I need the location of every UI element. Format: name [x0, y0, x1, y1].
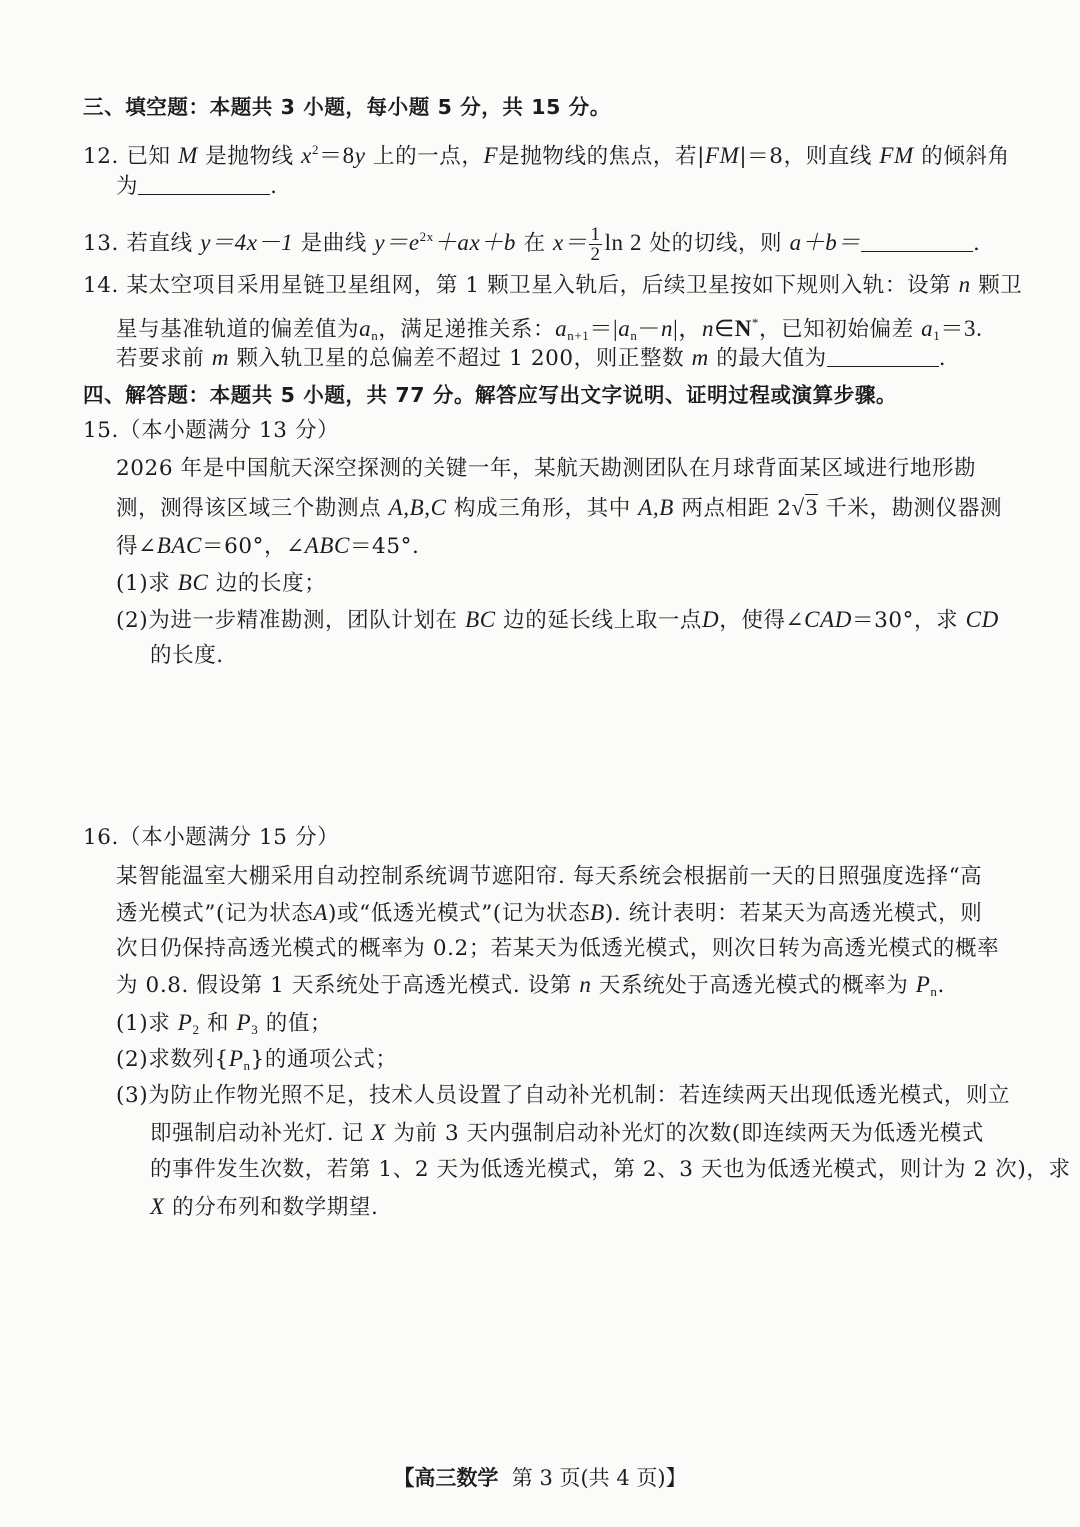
question-number: 13.	[83, 231, 119, 256]
question-16-sub-1	[116, 1008, 332, 1045]
math-var: FM	[879, 143, 914, 168]
question-14-line-1	[83, 270, 1022, 301]
math-var: m	[211, 345, 230, 370]
math-var: m	[691, 345, 709, 370]
text: (2)为进一步精准勘测，团队计划在	[116, 608, 458, 633]
question-15-line-1: 2026 年是中国航天深空探测的关键一年，某航天勘测团队在月球背面某区域进行地形勘	[116, 456, 977, 481]
question-16-sub-3-line-1: (3)为防止作物光照不足，技术人员设置了自动补光机制：若连续两天出现低透光模式，则立	[116, 1083, 1011, 1108]
math-superscript: *	[751, 315, 760, 330]
math-expression: x＝	[553, 230, 588, 255]
math-exponent: 2	[311, 142, 320, 157]
text: 星与基准轨道的偏差值为	[116, 317, 360, 342]
math-var: BC	[465, 607, 496, 632]
text: 颗入轨卫星的总偏差不超过 1 200，则正整数	[236, 346, 685, 371]
footer-page-number: 第 3 页(共 4 页)】	[511, 1466, 687, 1490]
text: 即强制启动补光灯. 记	[150, 1121, 364, 1146]
section-4-heading: 四、解答题：本题共 5 小题，共 77 分。解答应写出文字说明、证明过程或演算步骤。	[83, 383, 898, 407]
text: 得∠	[116, 534, 157, 559]
answer-blank[interactable]	[138, 172, 270, 195]
text: 边的长度；	[215, 571, 327, 596]
math-var: P	[915, 972, 931, 997]
math-expression: a＋b＝	[789, 230, 861, 255]
math-var: x	[301, 143, 312, 168]
question-16-sub-2	[116, 1044, 398, 1081]
math-var: P	[228, 1046, 244, 1071]
text: ，使得∠	[719, 608, 805, 633]
text: .	[973, 231, 981, 256]
question-16-line-2	[116, 898, 982, 929]
text: 透光模式”(记为状态	[116, 901, 314, 926]
page-footer	[0, 1463, 1080, 1493]
math-subscript: 1	[933, 328, 941, 343]
text: 上的一点，	[373, 144, 484, 169]
math-text: ∈	[714, 316, 735, 341]
math-var: n	[958, 272, 971, 297]
math-var: A,B	[638, 495, 674, 520]
math-subscript: n+1	[567, 328, 590, 343]
text: 千米，勘测仪器测	[825, 496, 1003, 521]
math-text: ＝|	[589, 316, 619, 341]
math-expression: y＝4x－1	[200, 230, 294, 255]
math-text: ln 2	[604, 230, 643, 255]
question-16-line-1: 某智能温室大棚采用自动控制系统调节遮阳帘. 每天系统会根据前一天的日照强度选择“高	[116, 864, 983, 889]
text: 在	[523, 231, 546, 256]
math-text: －	[637, 316, 662, 341]
text: 的倾斜角	[921, 144, 1010, 169]
text: 边的延长线上取一点	[503, 608, 703, 633]
question-15-line-2	[116, 493, 1002, 524]
text: 测，测得该区域三个勘测点	[116, 496, 382, 521]
math-subscript: n	[371, 328, 379, 343]
text: .	[937, 973, 945, 998]
text: 构成三角形，其中	[454, 496, 631, 521]
text: 为前 3 天内强制启动补光灯的次数(即连续两天为低透光模式	[393, 1121, 984, 1146]
text: 的值；	[265, 1011, 333, 1036]
question-16-sub-3-line-2	[150, 1118, 984, 1149]
question-15-sub-1	[116, 568, 326, 599]
text: ，已知初始偏差	[759, 317, 914, 342]
text: 和	[207, 1011, 230, 1036]
question-12-line-2	[116, 172, 278, 202]
text: 颗卫	[978, 273, 1023, 298]
text: 是抛物线	[205, 144, 294, 169]
math-var: A,B,C	[388, 495, 447, 520]
text: 为	[116, 174, 139, 199]
text: 某太空项目采用星链卫星组网，第 1 颗卫星入轨后，后续卫星按如下规则入轨：设第	[126, 273, 952, 298]
text: 若要求前	[116, 346, 205, 371]
text: 处的切线，则	[649, 231, 783, 256]
math-expression: ＋ax＋b	[433, 230, 517, 255]
text: 已知	[126, 144, 171, 169]
math-expression: y＝e	[374, 230, 420, 255]
question-15-sub-2-cont: 的长度.	[150, 643, 224, 668]
math-var: P	[236, 1010, 252, 1035]
question-14-line-3	[116, 343, 946, 374]
question-16-header: 16.（本小题满分 15 分）	[83, 825, 340, 850]
question-16-line-3: 次日仍保持高透光模式的概率为 0.2；若某天为低透光模式，则次日转为高透光模式的概率	[116, 936, 1000, 961]
text: (2)求数列{	[116, 1047, 229, 1072]
math-var: BC	[177, 570, 209, 595]
text: ). 统计表明：若某天为高透光模式，则	[604, 901, 983, 926]
math-var: a	[921, 316, 934, 341]
text: ＝30°，求	[851, 608, 959, 633]
math-var: BAC	[156, 533, 202, 558]
math-var: ABC	[304, 533, 350, 558]
text: 若直线	[126, 231, 193, 256]
math-var: y	[354, 143, 366, 168]
math-var: F	[483, 143, 499, 168]
math-var: B	[590, 900, 605, 925]
math-subscript: 2	[192, 1022, 200, 1037]
math-subscript: n	[930, 984, 938, 999]
text: ＝45°.	[349, 534, 420, 559]
math-var: CD	[965, 607, 999, 632]
question-16-sub-3-line-3: 的事件发生次数，若第 1、2 天为低透光模式，第 2、3 天也为低透光模式，则计为 2 次)，求	[150, 1157, 1071, 1182]
answer-blank[interactable]	[827, 344, 939, 367]
math-text: ＝8	[319, 143, 355, 168]
math-exponent: 2x	[419, 229, 434, 244]
math-set: N	[734, 316, 752, 341]
math-var: a	[555, 316, 568, 341]
text: .	[270, 174, 278, 199]
math-subscript: 3	[251, 1022, 259, 1037]
question-15-sub-2	[116, 605, 999, 636]
text: (1)求	[116, 571, 171, 596]
question-number: 14.	[83, 273, 119, 298]
question-13	[83, 222, 980, 264]
text: .	[938, 346, 947, 371]
math-var: P	[177, 1010, 193, 1035]
math-subscript: n	[243, 1058, 251, 1073]
math-subscript: n	[630, 328, 638, 343]
fraction	[589, 225, 601, 264]
question-16-line-4	[116, 970, 945, 1007]
section-3-heading: 三、填空题：本题共 3 小题，每小题 5 分，共 15 分。	[83, 95, 611, 119]
math-var: n	[701, 316, 715, 341]
math-var: D	[702, 607, 720, 632]
text: 两点相距 2	[681, 496, 792, 521]
footer-subject: 【高三数学	[393, 1466, 499, 1490]
math-text: |，	[673, 316, 702, 341]
text: 是曲线	[300, 231, 367, 256]
text: )或“低透光模式”(记为状态	[328, 901, 591, 926]
radicand: 3	[805, 495, 818, 520]
fraction-denominator: 2	[590, 243, 601, 265]
math-var: n	[661, 316, 674, 341]
question-12-line-1	[83, 135, 1010, 172]
question-number: 12.	[83, 144, 119, 169]
math-var: a	[618, 316, 631, 341]
answer-blank[interactable]	[861, 229, 973, 252]
text: 天系统处于高透光模式的概率为	[598, 973, 909, 998]
math-var: X	[371, 1120, 386, 1145]
question-15-line-3	[116, 531, 419, 562]
math-var: A	[313, 900, 329, 925]
fraction-numerator: 1	[590, 223, 601, 245]
math-var: X	[150, 1194, 165, 1219]
text: }的通项公式；	[250, 1047, 398, 1072]
text: 的最大值为	[716, 346, 827, 371]
math-var: CAD	[804, 607, 852, 632]
text: ，满足递推关系：	[378, 317, 556, 342]
text: |＝8，则直线	[739, 144, 872, 169]
math-var: n	[579, 972, 592, 997]
square-root: √3	[791, 495, 818, 520]
text: (1)求	[116, 1011, 171, 1036]
text: ＝60°，∠	[201, 534, 305, 559]
text: 是抛物线的焦点，若|	[498, 144, 705, 169]
math-var: FM	[704, 143, 740, 168]
math-var: M	[178, 143, 198, 168]
text: 为 0.8. 假设第 1 天系统处于高透光模式. 设第	[116, 973, 572, 998]
math-var: a	[359, 316, 372, 341]
math-text: ＝3.	[940, 316, 983, 341]
question-15-header: 15.（本小题满分 13 分）	[83, 418, 340, 443]
question-16-sub-3-line-4	[150, 1192, 378, 1223]
text: 的分布列和数学期望.	[172, 1195, 379, 1220]
